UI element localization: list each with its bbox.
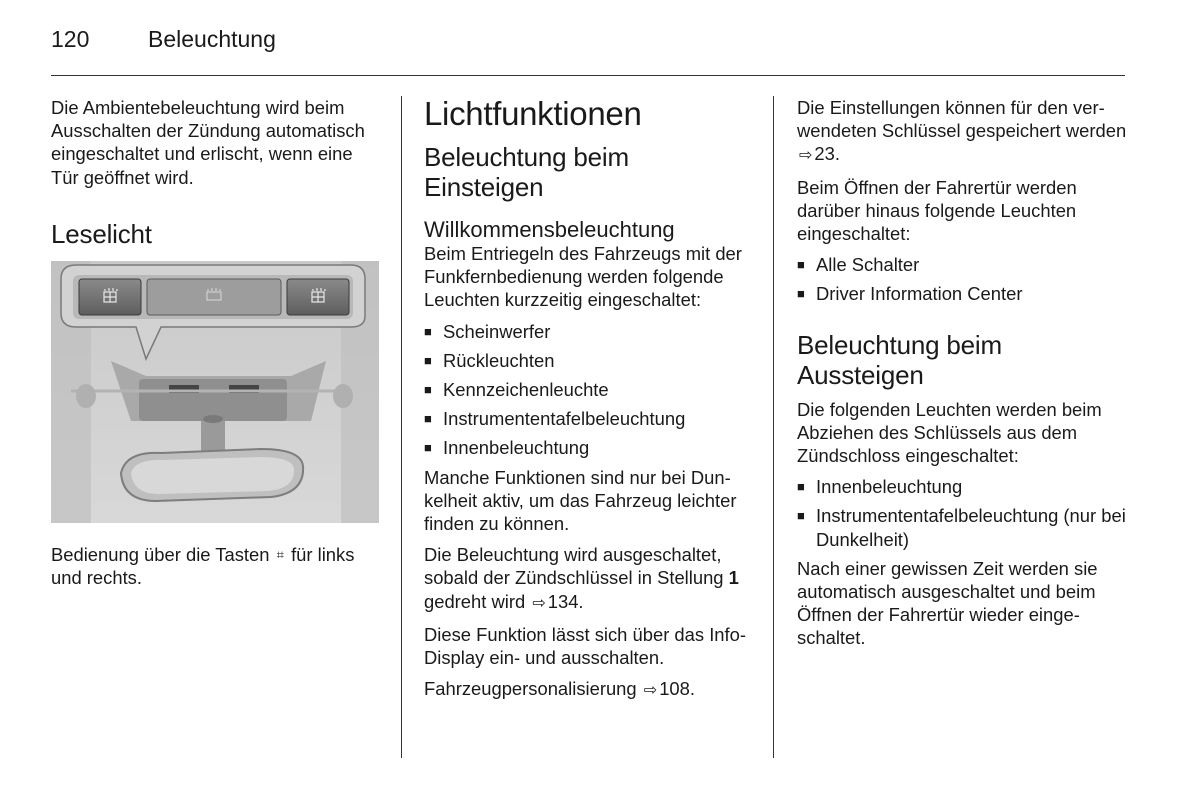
page-reference[interactable]: 108. bbox=[659, 678, 695, 700]
reading-lamp-icon: ⌗ bbox=[276, 546, 284, 562]
overhead-console-illustration bbox=[51, 261, 379, 523]
reading-light-figure bbox=[51, 261, 379, 523]
welcome-lights-list bbox=[424, 320, 754, 460]
page-reference[interactable]: 23. bbox=[814, 143, 840, 165]
page-reference-icon: ⇨ bbox=[799, 147, 813, 165]
exit-intro: Die folgenden Leuchten werden beim Abziehen des Schlüssels aus dem Zündschloss eingeschaltet: bbox=[797, 398, 1102, 467]
reading-light-heading: Leselicht bbox=[51, 218, 152, 249]
ambient-paragraph: Die Ambientebeleuchtung wird beim Ausschalten der Zündung automatisch eingeschaltet und erlischt, wenn eine Tür geöffnet wird. bbox=[51, 97, 365, 188]
list-item: ■ Innenbeleuchtung bbox=[424, 436, 754, 459]
column-divider-1 bbox=[401, 96, 402, 758]
list-item: ■ Scheinwerfer bbox=[424, 320, 754, 343]
personalisation-paragraph: Fahrzeugpersonalisierung ⇨ 108. bbox=[424, 677, 754, 702]
driver-door-paragraph: Beim Öffnen der Fahrertür werden darüber hinaus folgende Leuchten eingeschaltet: bbox=[797, 176, 1077, 245]
column-divider-2 bbox=[773, 96, 774, 758]
info-display-paragraph: Diese Funktion lässt sich über das Info-Display ein- und ausschalten. bbox=[424, 623, 746, 669]
list-item: ■ Instrumententafelbeleuchtung bbox=[424, 407, 754, 430]
column-3 bbox=[797, 96, 1127, 658]
chapter-title: Beleuchtung bbox=[148, 26, 276, 52]
darkness-paragraph: Manche Funktionen sind nur bei Dunkelheit aktiv, um das Fahrzeug leichter finden zu können. bbox=[424, 466, 737, 535]
list-item: ■ Kennzeichenleuchte bbox=[424, 378, 754, 401]
page-number: 120 bbox=[51, 26, 90, 52]
driver-door-lights-list bbox=[797, 253, 1127, 305]
light-functions-heading: Lichtfunktionen bbox=[424, 95, 642, 132]
page-reference[interactable]: 134. bbox=[547, 590, 584, 612]
auto-off-paragraph: Nach einer gewissen Zeit werden sie automatisch ausgeschaltet und beim Öffnen der Fahrertür wieder eingeschaltet. bbox=[797, 557, 1098, 649]
figure-caption: Bedienung über die Tasten ⌗ für links und rechts. bbox=[51, 543, 355, 589]
exit-lights-list bbox=[797, 475, 1127, 551]
entry-lighting-heading: Beleuchtung beim Einsteigen bbox=[424, 142, 629, 202]
list-item: ■ Instrumententafelbeleuchtung (nur bei Dunkelheit) bbox=[797, 504, 1127, 550]
exit-lighting-heading: Beleuchtung beim Aussteigen bbox=[797, 329, 1002, 390]
list-item: ■ Alle Schalter bbox=[797, 253, 1127, 276]
welcome-intro: Beim Entriegeln des Fahrzeugs mit der Funkfernbedienung werden folgende Leuchten kurzzeitig eingeschaltet: bbox=[424, 243, 742, 311]
list-item: ■ Innenbeleuchtung bbox=[797, 475, 1127, 498]
list-item: ■ Rückleuchten bbox=[424, 349, 754, 372]
page-header bbox=[51, 26, 276, 56]
list-item: ■ Driver Information Center bbox=[797, 282, 1127, 305]
header-rule bbox=[51, 75, 1125, 76]
column-1 bbox=[51, 96, 381, 597]
page-reference-icon: ⇨ bbox=[643, 682, 658, 700]
key-settings-paragraph: Die Einstellungen können für den verwendeten Schlüssel gespeichert werden ⇨ 23. bbox=[797, 96, 1127, 168]
welcome-lighting-heading: Willkommensbeleuchtung bbox=[424, 217, 675, 242]
column-2 bbox=[424, 96, 754, 710]
page-reference-icon: ⇨ bbox=[532, 594, 546, 612]
switch-off-paragraph: Die Beleuchtung wird ausgeschaltet, sobald der Zündschlüssel in Stellung 1 gedreht wird ⇨ 134. bbox=[424, 543, 754, 615]
